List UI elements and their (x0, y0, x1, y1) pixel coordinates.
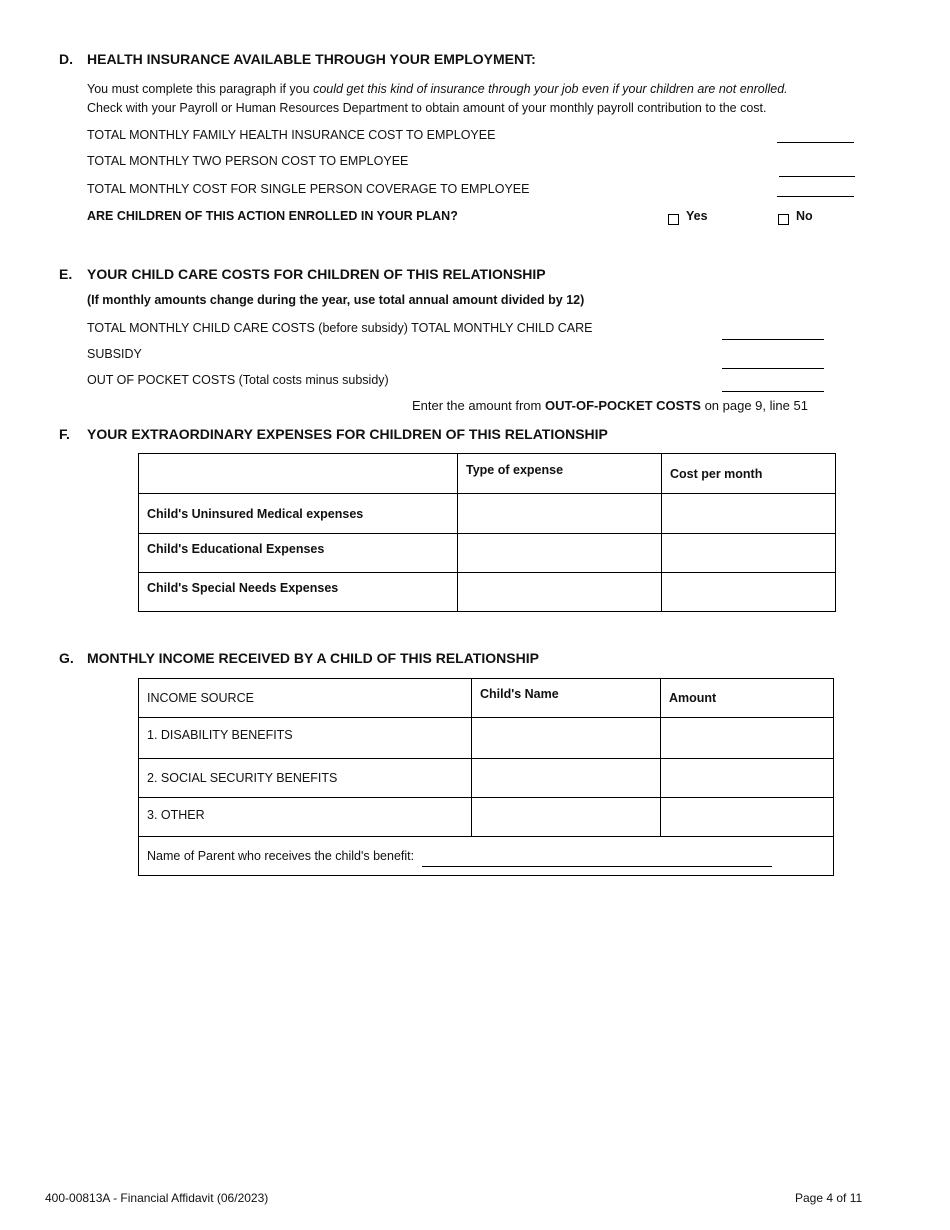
out-of-pocket-label: OUT OF POCKET COSTS (Total costs minus subsidy) (87, 373, 389, 387)
row-label: Child's Educational Expenses (139, 534, 458, 573)
section-d-intro-1 (87, 82, 788, 96)
two-person-cost-label: TOTAL MONTHLY TWO PERSON COST TO EMPLOYEE (87, 154, 409, 168)
family-cost-label: TOTAL MONTHLY FAMILY HEALTH INSURANCE COST TO EMPLOYEE (87, 128, 496, 142)
header-cost-per-month: Cost per month (662, 454, 836, 494)
type-cell[interactable] (458, 534, 662, 573)
header-income-source: INCOME SOURCE (139, 679, 472, 718)
intro-italic: could get this kind of insurance through your job even if your children are not enrolled. (313, 82, 788, 96)
two-person-cost-field[interactable] (779, 176, 855, 177)
enrolled-question: ARE CHILDREN OF THIS ACTION ENROLLED IN YOUR PLAN? (87, 209, 458, 223)
section-d-intro-2: Check with your Payroll or Human Resources Department to obtain amount of your monthly payroll contribution to the cost. (87, 101, 767, 115)
yes-label: Yes (686, 209, 708, 223)
section-e-title: YOUR CHILD CARE COSTS FOR CHILDREN OF THIS RELATIONSHIP (87, 266, 546, 282)
income-source-label: 1. DISABILITY BENEFITS (139, 718, 472, 759)
amount-cell[interactable] (661, 759, 834, 798)
section-f-letter: F. (59, 426, 70, 442)
row-label: Child's Uninsured Medical expenses (139, 494, 458, 534)
cost-cell[interactable] (662, 494, 836, 534)
header-blank (139, 454, 458, 494)
single-cost-label: TOTAL MONTHLY COST FOR SINGLE PERSON COVERAGE TO EMPLOYEE (87, 182, 530, 196)
form-id: 400-00813A - Financial Affidavit (06/2023) (45, 1191, 269, 1205)
section-f-title: YOUR EXTRAORDINARY EXPENSES FOR CHILDREN OF THIS RELATIONSHIP (87, 426, 608, 442)
row-label: Child's Special Needs Expenses (139, 573, 458, 612)
table-header-row (139, 679, 834, 718)
intro-text: You must complete this paragraph if you (87, 82, 314, 96)
type-cell[interactable] (458, 494, 662, 534)
table-row (139, 494, 836, 534)
amount-cell[interactable] (661, 718, 834, 759)
cost-cell[interactable] (662, 534, 836, 573)
page-number: Page 4 of 11 (795, 1191, 863, 1205)
child-name-cell[interactable] (472, 718, 661, 759)
enter-text-b: OUT-OF-POCKET COSTS (544, 398, 701, 413)
amount-cell[interactable] (661, 798, 834, 837)
child-care-costs-field[interactable] (722, 339, 824, 340)
subsidy-label: SUBSIDY (87, 347, 142, 361)
table-row (139, 573, 836, 612)
parent-name-row (139, 837, 834, 876)
child-income-table (138, 678, 834, 876)
single-cost-field[interactable] (777, 196, 854, 197)
header-type-of-expense: Type of expense (458, 454, 662, 494)
out-of-pocket-field[interactable] (722, 391, 824, 392)
header-amount: Amount (661, 679, 834, 718)
family-cost-field[interactable] (777, 142, 854, 143)
section-d-letter: D. (59, 51, 73, 67)
enter-amount-instruction (412, 398, 808, 413)
table-row (139, 718, 834, 759)
parent-name-label: Name of Parent who receives the child's benefit: (147, 849, 415, 864)
table-header-row (139, 454, 836, 494)
section-d-title: HEALTH INSURANCE AVAILABLE THROUGH YOUR EMPLOYMENT: (87, 51, 536, 67)
header-childs-name: Child's Name (472, 679, 661, 718)
income-source-label: 3. OTHER (139, 798, 472, 837)
parent-name-cell (139, 837, 834, 876)
table-row (139, 798, 834, 837)
section-e-letter: E. (59, 266, 73, 282)
child-name-cell[interactable] (472, 798, 661, 837)
section-e-note: (If monthly amounts change during the year, use total annual amount divided by 12) (87, 293, 585, 307)
no-checkbox[interactable] (778, 214, 789, 225)
parent-name-field[interactable] (422, 854, 772, 867)
table-row (139, 759, 834, 798)
child-name-cell[interactable] (472, 759, 661, 798)
yes-checkbox[interactable] (668, 214, 679, 225)
section-g-letter: G. (59, 650, 74, 666)
enter-text-a: Enter the amount from (412, 398, 545, 413)
table-row (139, 534, 836, 573)
subsidy-field[interactable] (722, 368, 824, 369)
child-care-costs-label: TOTAL MONTHLY CHILD CARE COSTS (before subsidy) TOTAL MONTHLY CHILD CARE (87, 321, 593, 335)
income-source-label: 2. SOCIAL SECURITY BENEFITS (139, 759, 472, 798)
cost-cell[interactable] (662, 573, 836, 612)
expenses-table (138, 453, 836, 612)
no-label: No (796, 209, 813, 223)
section-g-title: MONTHLY INCOME RECEIVED BY A CHILD OF THIS RELATIONSHIP (87, 650, 539, 666)
type-cell[interactable] (458, 573, 662, 612)
enter-text-c: on page 9, line 51 (700, 398, 808, 413)
